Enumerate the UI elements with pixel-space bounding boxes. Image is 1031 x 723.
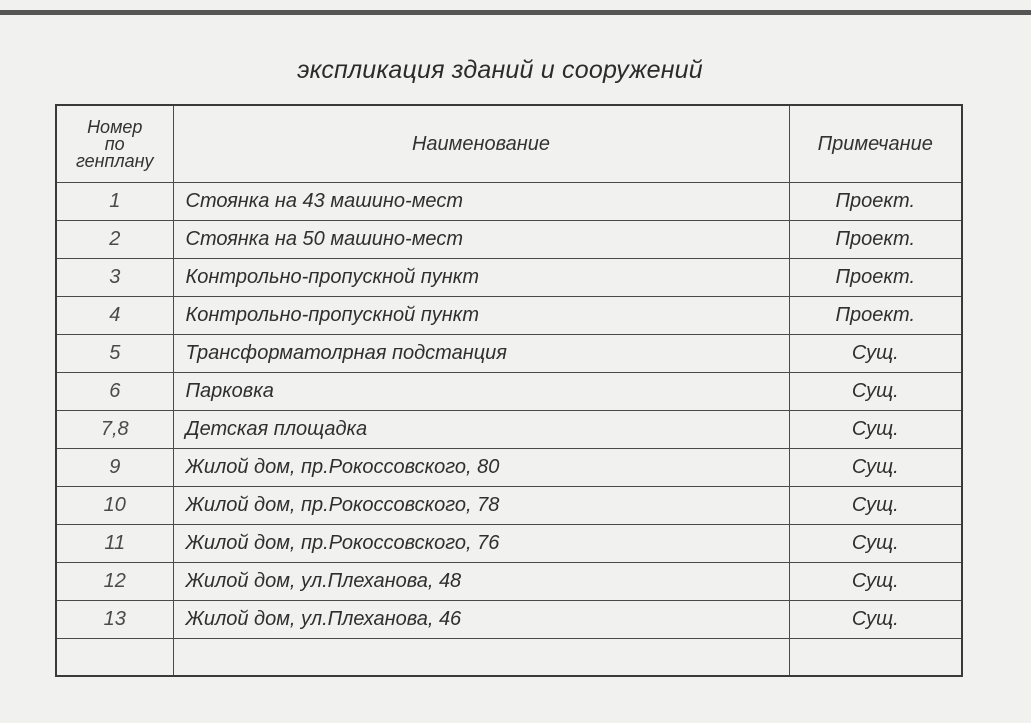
row-name: Жилой дом, ул.Плеханова, 48 xyxy=(173,563,789,601)
table-row xyxy=(56,563,962,601)
row-note: Сущ. xyxy=(789,373,962,411)
header-name: Наименование xyxy=(173,105,789,183)
table-row xyxy=(56,259,962,297)
row-number: 12 xyxy=(56,563,173,601)
row-note: Сущ. xyxy=(789,487,962,525)
row-number: 9 xyxy=(56,449,173,487)
explication-table xyxy=(55,104,963,677)
row-note: Проект. xyxy=(789,259,962,297)
empty-table-row xyxy=(56,639,962,677)
row-number: 11 xyxy=(56,525,173,563)
table-row xyxy=(56,411,962,449)
table-row xyxy=(56,601,962,639)
row-name: Трансформатолрная подстанция xyxy=(173,335,789,373)
document-title: экспликация зданий и сооружений xyxy=(297,56,703,84)
table-row xyxy=(56,297,962,335)
header-number xyxy=(56,105,173,183)
row-number: 1 xyxy=(56,183,173,221)
header-note: Примечание xyxy=(789,105,962,183)
table-row xyxy=(56,487,962,525)
row-number: 7,8 xyxy=(56,411,173,449)
row-note: Сущ. xyxy=(789,601,962,639)
row-name: Жилой дом, ул.Плеханова, 46 xyxy=(173,601,789,639)
row-note: Сущ. xyxy=(789,449,962,487)
row-note: Проект. xyxy=(789,183,962,221)
row-note: Сущ. xyxy=(789,563,962,601)
row-name: Контрольно-пропускной пункт xyxy=(173,259,789,297)
row-name: Парковка xyxy=(173,373,789,411)
row-name: Стоянка на 43 машино-мест xyxy=(173,183,789,221)
table-row xyxy=(56,221,962,259)
row-number: 2 xyxy=(56,221,173,259)
header-number-line2: по xyxy=(104,133,125,154)
row-note: Сущ. xyxy=(789,411,962,449)
row-name: Жилой дом, пр.Рокоссовского, 78 xyxy=(173,487,789,525)
row-number: 10 xyxy=(56,487,173,525)
row-number: 6 xyxy=(56,373,173,411)
row-name: Контрольно-пропускной пункт xyxy=(173,297,789,335)
row-number: 4 xyxy=(56,297,173,335)
header-number-line3: генплану xyxy=(75,150,154,171)
table-row xyxy=(56,335,962,373)
empty-cell xyxy=(173,639,789,677)
table-body xyxy=(56,183,962,677)
header-row xyxy=(56,105,962,183)
row-note: Сущ. xyxy=(789,525,962,563)
empty-cell xyxy=(789,639,962,677)
row-number: 13 xyxy=(56,601,173,639)
row-name: Детская площадка xyxy=(173,411,789,449)
table-row xyxy=(56,183,962,221)
table-header xyxy=(56,105,962,183)
row-name: Жилой дом, пр.Рокоссовского, 80 xyxy=(173,449,789,487)
row-number: 5 xyxy=(56,335,173,373)
table-row xyxy=(56,373,962,411)
row-note: Проект. xyxy=(789,221,962,259)
row-number: 3 xyxy=(56,259,173,297)
table-row xyxy=(56,449,962,487)
row-note: Сущ. xyxy=(789,335,962,373)
table-row xyxy=(56,525,962,563)
row-name: Стоянка на 50 машино-мест xyxy=(173,221,789,259)
explication-table-wrapper xyxy=(55,104,961,692)
row-note: Проект. xyxy=(789,297,962,335)
empty-cell xyxy=(56,639,173,677)
row-name: Жилой дом, пр.Рокоссовского, 76 xyxy=(173,525,789,563)
header-number-line1: Номер xyxy=(87,116,143,137)
top-rule xyxy=(0,10,1031,15)
